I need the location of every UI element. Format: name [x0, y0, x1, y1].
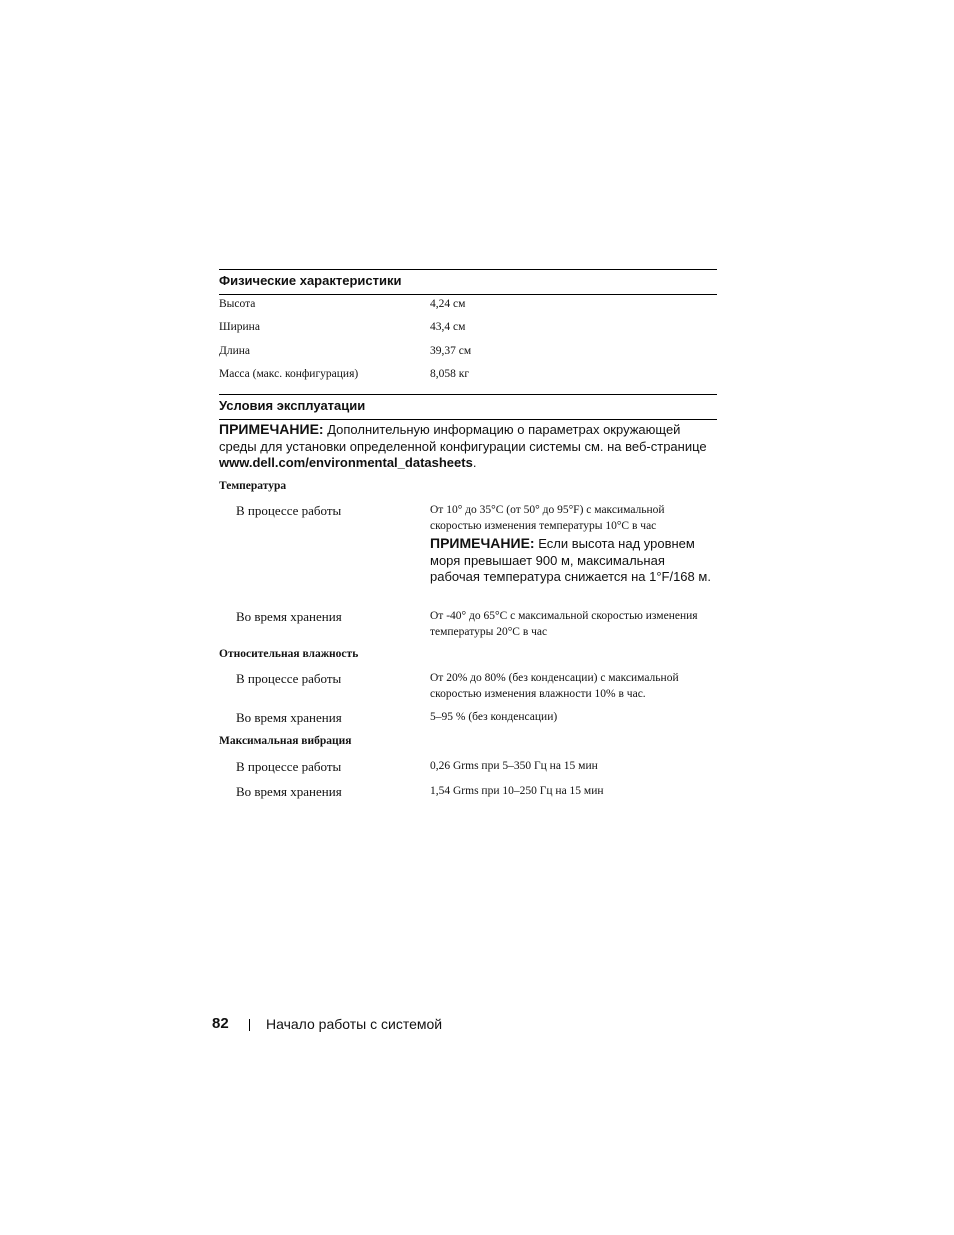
group-title-vibration: Максимальная вибрация: [219, 735, 352, 747]
humidity-operating-value: От 20% до 80% (без конденсации) с максимальной скоростью изменения влажности 10% в час.: [430, 672, 679, 700]
temperature-operating-label: В процессе работы: [236, 503, 342, 518]
section-rule-physical: [219, 294, 717, 295]
section-title-physical: Физические характеристики: [219, 273, 402, 288]
spec-label-height: Высота: [219, 298, 256, 310]
footer-separator: [249, 1019, 250, 1031]
humidity-storage-label: Во время хранения: [236, 710, 342, 725]
temperature-note-text: Если высота над уровнем моря превышает 900 м, максимальная рабочая температура снижается на 1°F/168 м.: [430, 536, 711, 584]
spec-label-weight: Масса (макс. конфигурация): [219, 368, 359, 380]
spec-label-width: Ширина: [219, 321, 260, 333]
humidity-operating-label: В процессе работы: [236, 671, 342, 686]
vibration-storage-label: Во время хранения: [236, 784, 342, 799]
top-rule: [219, 269, 717, 270]
note-text: Дополнительную информацию о параметрах окружающей среды для установки определенной конфигурации системы см. на веб-странице: [219, 422, 707, 454]
spec-value-length: 39,37 см: [430, 345, 472, 357]
spec-value-width: 43,4 см: [430, 321, 466, 333]
vibration-operating-label: В процессе работы: [236, 759, 342, 774]
section-rule-env: [219, 419, 717, 420]
temperature-operating-text: От 10° до 35°C (от 50° до 95°F) с максимальной скоростью изменения температуры 10°C в час: [430, 504, 665, 532]
spec-value-weight: 8,058 кг: [430, 368, 470, 380]
footer-title: Начало работы с системой: [266, 1016, 443, 1032]
spec-label-length: Длина: [219, 345, 250, 357]
section-title-environment: Условия эксплуатации: [219, 398, 366, 413]
page-number: 82: [212, 1015, 229, 1032]
datasheets-link[interactable]: www.dell.com/environmental_datasheets: [219, 455, 473, 470]
section-rule-env-top: [219, 394, 717, 395]
temperature-storage-value: От -40° до 65°C с максимальной скоростью изменения температуры 20°C в час: [430, 610, 698, 638]
group-title-temperature: Температура: [219, 480, 287, 492]
temperature-note-label: ПРИМЕЧАНИЕ:: [430, 535, 535, 551]
environment-note: [219, 421, 717, 472]
temperature-operating-note: [430, 535, 717, 586]
note-end: .: [472, 455, 477, 470]
temperature-operating-value: [430, 502, 717, 586]
humidity-storage-value: 5–95 % (без конденсации): [430, 711, 558, 723]
note-label: ПРИМЕЧАНИЕ:: [219, 421, 324, 437]
temperature-storage-label: Во время хранения: [236, 609, 342, 624]
group-title-humidity: Относительная влажность: [219, 648, 359, 660]
vibration-storage-value: 1,54 Grms при 10–250 Гц на 15 мин: [430, 785, 604, 797]
spec-value-height: 4,24 см: [430, 298, 466, 310]
vibration-operating-value: 0,26 Grms при 5–350 Гц на 15 мин: [430, 760, 598, 772]
